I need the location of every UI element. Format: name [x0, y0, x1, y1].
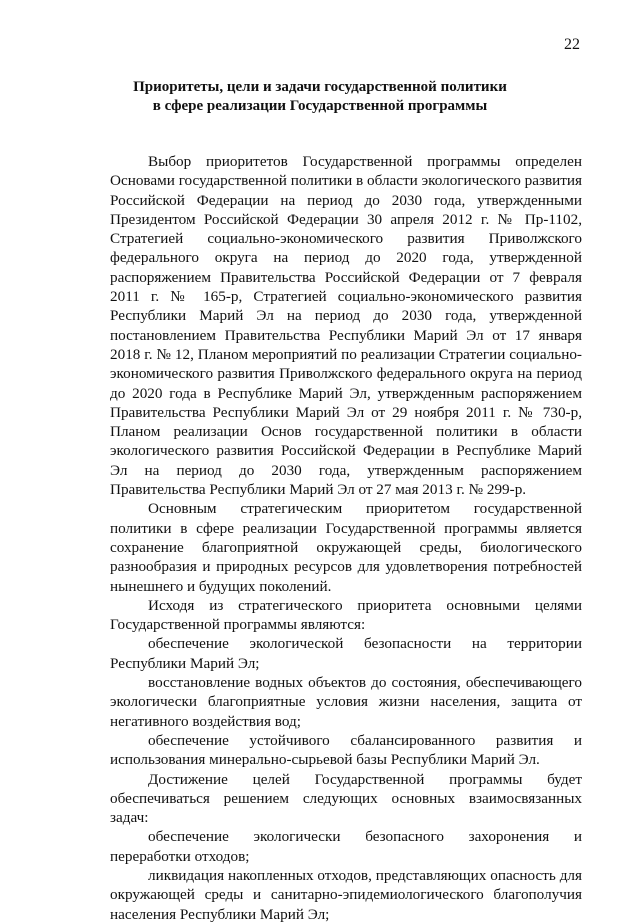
paragraph-goals-intro: Исходя из стратегического приоритета основными целями Государственной программы являются: — [110, 596, 582, 634]
paragraph-goal-ecological-safety: обеспечение экологической безопасности на территории Республики Марий Эл; — [110, 635, 582, 672]
paragraph-tasks-intro: Достижение целей Государственной программы будет обеспечиваться решением следующих основных взаимосвязанных задач: — [110, 770, 582, 827]
paragraph-goal-mineral-resources: обеспечение устойчивого сбалансированного развития и использования минерально-сырьевой базы Республики Марий Эл. — [110, 731, 582, 769]
paragraph-priorities-basis: Выбор приоритетов Государственной программы определен Основами государственной политики в области экологического развития Российской Федерации на период до 2030 года, утвержденными Президентом Российской Федерации 30 апреля 2012 г. № Пр-1102, Стратегией социально-экономического развития Приволжского федерального округа на период до 2020 года, утвержденной распоряжением Правительства Российской Федерации от 7 февраля 2011 г. № 165-р, Стратегией социально-экономического развития Республики Марий Эл на период до 2030 года, утвержденной постановлением Правительства Республики Марий Эл от 17 января 2018 г. № 12, Планом мероприятий по реализации Стратегии социально-экономического развития Приволжского федерального округа на период до 2020 года в Республике Марий Эл, утвержденным распоряжением Правительства Республики Марий Эл от 29 ноября 2011 г. № 730-р, Планом реализации Основ государственной политики в области экологического развития Российской Федерации в Республике Марий Эл на период до 2030 года, утвержденным распоряжением Правительства Республики Марий Эл от 27 мая 2013 г. № 299-р. — [110, 153, 582, 499]
paragraph-task-waste-disposal: обеспечение экологически безопасного захоронения и переработки отходов; — [110, 828, 582, 865]
section-heading — [100, 78, 540, 116]
page-number: 22 — [564, 36, 580, 53]
document-body — [110, 152, 582, 924]
section-heading-line-2: в сфере реализации Государственной программы — [152, 98, 488, 114]
paragraph-strategic-priority: Основным стратегическим приоритетом государственной политики в сфере реализации Государственной программы является сохранение благоприятной окружающей среды, биологического разнообразия и природных ресурсов для удовлетворения потребностей нынешнего и будущих поколений. — [110, 500, 582, 595]
paragraph-task-accumulated-waste: ликвидация накопленных отходов, представляющих опасность для окружающей среды и санитарно-эпидемиологического благополучия населения Республики Марий Эл; — [110, 866, 582, 923]
section-heading-line-1: Приоритеты, цели и задачи государственной политики — [133, 79, 507, 95]
paragraph-goal-water-restoration: восстановление водных объектов до состояния, обеспечивающего экологически благоприятные условия жизни населения, защита от негативного воздействия вод; — [110, 674, 582, 730]
